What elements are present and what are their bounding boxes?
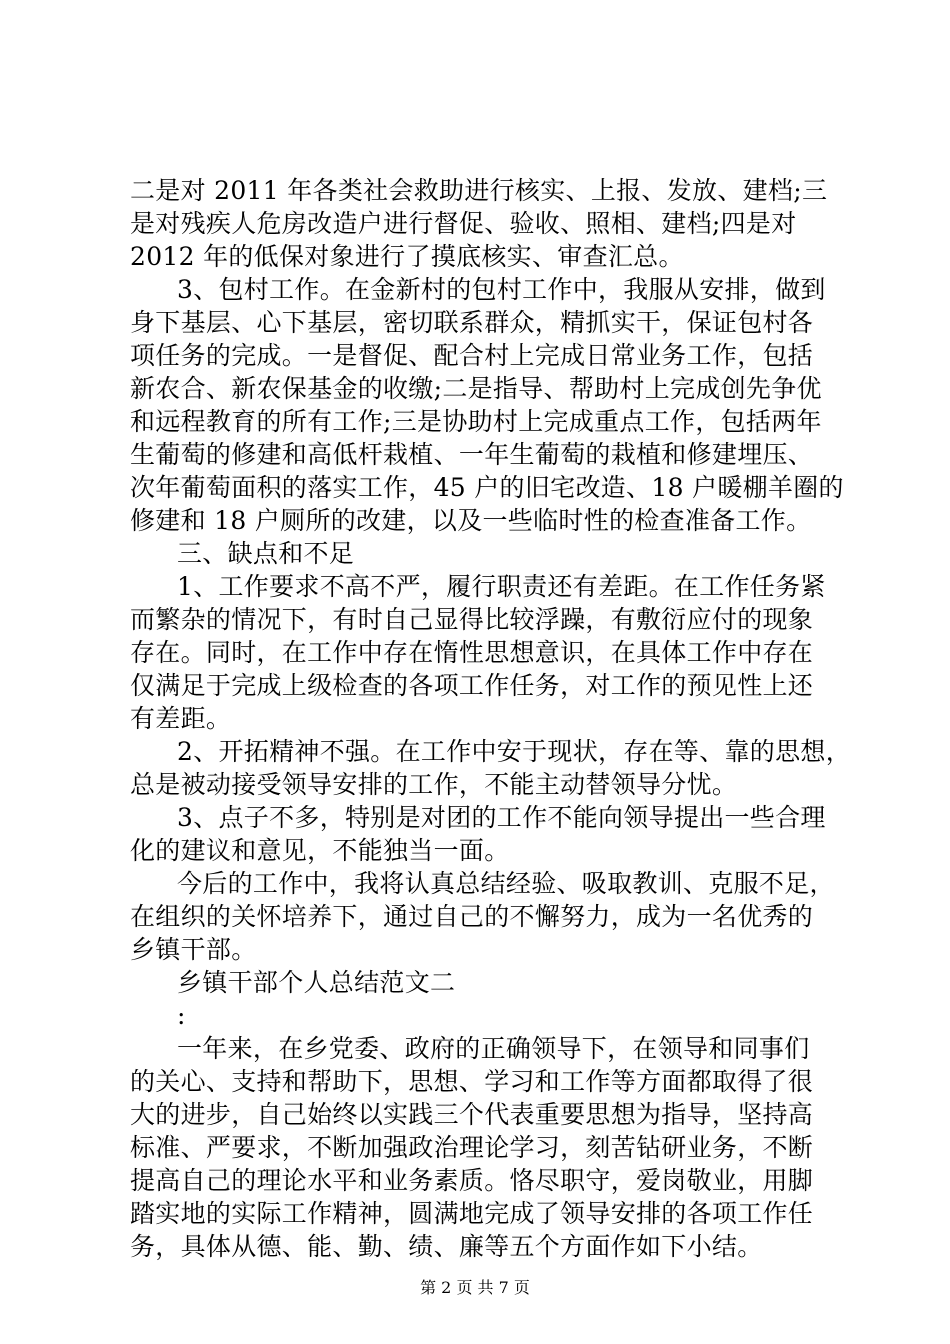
text-line: 而繁杂的情况下，有时自己显得比较浮躁，有敷衍应付的现象 xyxy=(130,605,814,634)
text-line: 标准、严要求，不断加强政治理论学习，刻苦钻研业务，不断 xyxy=(130,1133,814,1162)
text-line: 项任务的完成。一是督促、配合村上完成日常业务工作，包括 xyxy=(130,341,814,370)
text-line: : xyxy=(177,1001,186,1030)
text-line: 3、点子不多，特别是对团的工作不能向领导提出一些合理 xyxy=(177,803,826,832)
text-line: 修建和 18 户厕所的改建，以及一些临时性的检查准备工作。 xyxy=(130,506,812,535)
text-line: 和远程教育的所有工作;三是协助村上完成重点工作，包括两年 xyxy=(130,407,822,436)
text-line: 2012 年的低保对象进行了摸底核实、审查汇总。 xyxy=(130,242,684,271)
section-heading: 三、缺点和不足 xyxy=(177,539,355,568)
text-line: 踏实地的实际工作精神，圆满地完成了领导安排的各项工作任 xyxy=(130,1199,814,1228)
page-footer: 第 2 页 共 7 页 xyxy=(420,1278,530,1297)
text-line: 次年葡萄面积的落实工作，45 户的旧宅改造、18 户暖棚羊圈的 xyxy=(130,473,844,502)
text-line: 1、工作要求不高不严，履行职责还有差距。在工作任务紧 xyxy=(177,572,826,601)
text-line: 总是被动接受领导安排的工作，不能主动替领导分忧。 xyxy=(130,770,738,799)
text-line: 身下基层、心下基层，密切联系群众，精抓实干，保证包村各 xyxy=(130,308,814,337)
text-line: 务，具体从德、能、勤、绩、廉等五个方面作如下小结。 xyxy=(130,1232,763,1261)
text-line: 存在。同时，在工作中存在惰性思想意识，在具体工作中存在 xyxy=(130,638,814,667)
text-line: 仅满足于完成上级检查的各项工作任务，对工作的预见性上还 xyxy=(130,671,814,700)
text-line: 二是对 2011 年各类社会救助进行核实、上报、发放、建档;三 xyxy=(130,176,828,205)
text-line: 的关心、支持和帮助下，思想、学习和工作等方面都取得了很 xyxy=(130,1067,814,1096)
section-title: 乡镇干部个人总结范文二 xyxy=(177,968,456,997)
text-line: 乡镇干部。 xyxy=(130,935,257,964)
text-line: 今后的工作中，我将认真总结经验、吸取教训、克服不足， xyxy=(177,869,835,898)
text-line: 3、包村工作。在金新村的包村工作中，我服从安排，做到 xyxy=(177,275,826,304)
text-line: 2、开拓精神不强。在工作中安于现状，存在等、靠的思想， xyxy=(177,737,852,766)
text-line: 新农合、新农保基金的收缴;二是指导、帮助村上完成创先争优 xyxy=(130,374,822,403)
text-line: 一年来，在乡党委、政府的正确领导下，在领导和同事们 xyxy=(177,1034,810,1063)
text-line: 化的建议和意见，不能独当一面。 xyxy=(130,836,510,865)
text-line: 有差距。 xyxy=(130,704,232,733)
text-line: 提高自己的理论水平和业务素质。恪尽职守，爱岗敬业，用脚 xyxy=(130,1166,814,1195)
text-line: 生葡萄的修建和高低杆栽植、一年生葡萄的栽植和修建埋压、 xyxy=(130,440,814,469)
text-line: 大的进步，自己始终以实践三个代表重要思想为指导，坚持高 xyxy=(130,1100,814,1129)
text-line: 是对残疾人危房改造户进行督促、验收、照相、建档;四是对 xyxy=(130,209,797,238)
text-line: 在组织的关怀培养下，通过自己的不懈努力，成为一名优秀的 xyxy=(130,902,814,931)
